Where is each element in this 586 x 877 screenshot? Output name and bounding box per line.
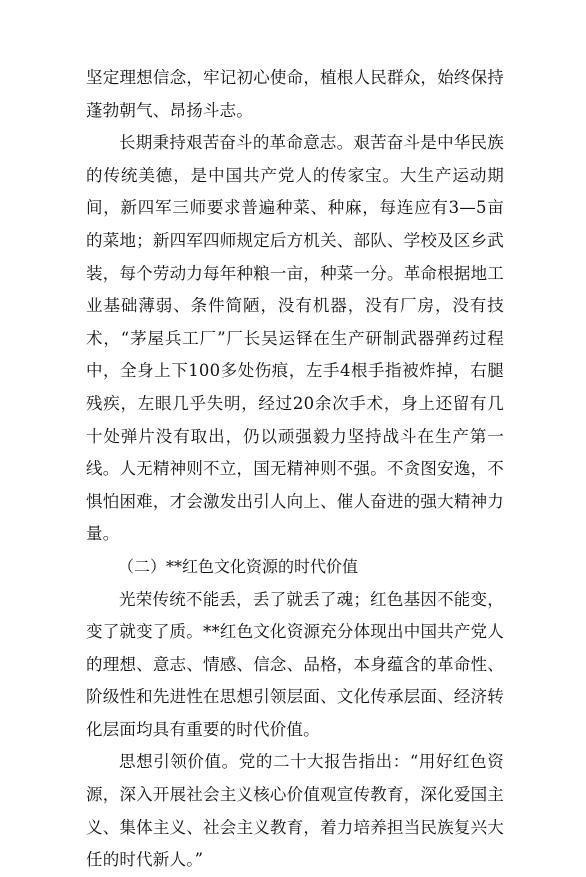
paragraph-ideological-guidance: 思想引领价值。党的二十大报告指出：“用好红色资源，深入开展社会主义核心价值观宣传教育，深化爱国主义、集体主义、社会主义教育，着力培养担当民族复兴大任的时代新人。” [86, 752, 504, 870]
paragraph-intro-continued: 坚定理想信念，牢记初心使命，植根人民群众，始终保持蓬勃朝气、昂扬斗志。 [86, 68, 504, 120]
section-heading: （二）**红色文化资源的时代价值 [118, 556, 359, 576]
paragraph-hard-struggle: 长期秉持艰苦奋斗的革命意志。艰苦奋斗是中华民族的传统美德，是中国共产党人的传家宝。大生产运动期间，新四军三师要求普遍种菜、种麻，每连应有3—5亩的菜地；新四军四师规定后方机关、部队、学校及区乡武装，每个劳动力每年种粮一亩，种菜一分。革命根据地工业基础薄弱、条件简陋，没有机器，没有厂房，没有技术，“茅屋兵工厂”厂长吴运铎在生产研制武器弹药过程中，全身上下100多处伤痕，左手4根手指被炸掉，右腿残疾，左眼几乎失明，经过20余次手术，身上还留有几十处弹片没有取出，仍以顽强毅力坚持战斗在生产第一线。人无精神则不立，国无精神则不强。不贪图安逸，不惧怕困难，才会激发出引人向上、催人奋进的强大精神力量。 [86, 133, 504, 544]
document-page [86, 62, 504, 877]
paragraph-red-gene: 光荣传统不能丢，丢了就丢了魂；红色基因不能变，变了就变了质。**红色文化资源充分体现出中国共产党人的理想、意志、情感、信念、品格，本身蕴含的革命性、阶级性和先进性在思想引领层面、文化传承层面、经济转化层面均具有重要的时代价值。 [86, 589, 504, 739]
